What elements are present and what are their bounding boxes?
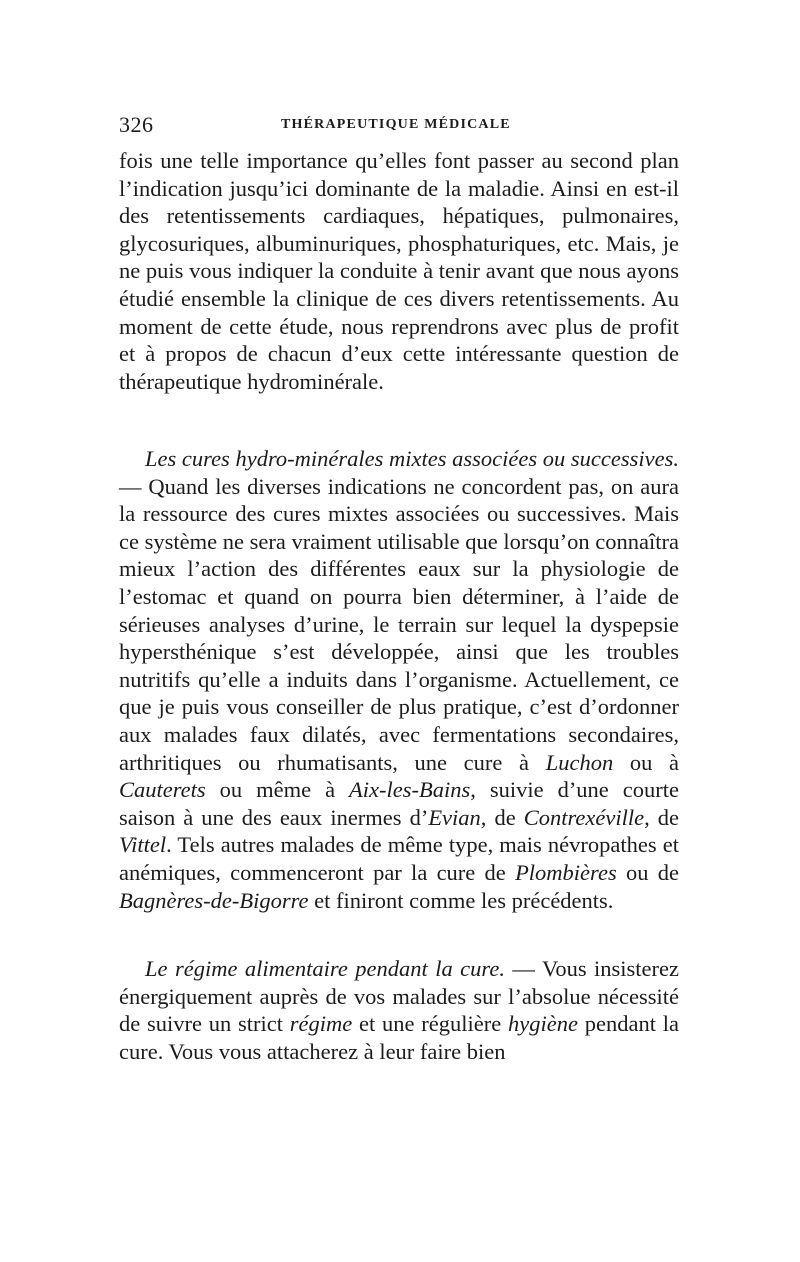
paragraph-text: . Tels autres malades de même type, mais névropathes et anémiques, commenceront par la cure de <box>119 832 679 885</box>
emphasized-term: hygiène <box>508 1011 578 1037</box>
place-name: Bagnères-de-Bigorre <box>119 887 309 913</box>
paragraph-text: fois une telle importance qu’elles font passer au second plan l’indication jusqu’ici dominante de la maladie. Ainsi en est-il des retentissements cardiaques, hépatiques, pulmonaires, glycosuriques, albuminuriques, phosphaturiques, etc. Mais, je ne puis vous indiquer la conduite à tenir avant que nous ayons étudié ensemble la clinique de ces divers retentissements. Au moment de cette étude, nous reprendrons avec plus de profit et à propos de chacun d’eux cette intéressante question de thérapeutique hydrominérale. <box>119 148 679 394</box>
place-name: Evian <box>428 804 481 830</box>
place-name: Cauterets <box>119 777 206 803</box>
paragraph-text: et une régulière <box>352 1011 509 1037</box>
paragraph-text: , de <box>480 804 524 830</box>
paragraph-text: ou même à <box>205 777 350 803</box>
paragraph-text: ou à <box>613 749 679 775</box>
paragraph-mixed-cures <box>119 445 679 914</box>
place-name: Vittel <box>119 832 167 858</box>
place-name: Contrexéville <box>523 804 645 830</box>
place-name: Plombières <box>515 859 617 885</box>
paragraph-text: pendant la cure. Vous vous attacherez à leur faire bien <box>119 1011 679 1064</box>
paragraph-text: , suivie d’une courte saison à une des eaux inermes d’ <box>119 777 679 830</box>
page-number: 326 <box>119 112 154 137</box>
paragraph-text: , de <box>644 804 679 830</box>
paragraph-continuation <box>119 147 679 395</box>
paragraph-text: — Quand les diverses indications ne concordent pas, on aura la ressource des cures mixtes associées ou successives. Mais ce système ne sera vraiment utilisable que lorsqu’on connaîtra mieux l’action des différentes eaux sur la physiologie de l’estomac et quand on pourra bien déterminer, à l’aide de sérieuses analyses d’urine, le terrain sur lequel la dyspepsie hypersthénique s’est développée, ainsi que les troubles nutritifs qu’elle a induits dans l’organisme. Actuellement, ce que je puis vous conseiller de plus pratique, c’est d’ordonner aux malades faux dilatés, avec fermentations secondaires, arthritiques ou rhumatisants, une cure à <box>119 473 679 775</box>
section-heading: Le régime alimentaire pendant la cure. <box>145 956 505 981</box>
section-heading: Les cures hydro-minérales mixtes associées ou successives. <box>145 446 679 471</box>
place-name: Luchon <box>545 749 614 775</box>
place-name: Aix-les-Bains <box>349 777 471 803</box>
paragraph-text: ou de <box>616 859 679 885</box>
emphasized-term: régime <box>289 1011 353 1037</box>
paragraph-text: et finiront comme les précédents. <box>308 887 614 913</box>
running-title: THÉRAPEUTIQUE MÉDICALE <box>281 117 511 132</box>
paragraph-text: — Vous insisterez énergiquement auprès de vos malades sur l’absolue nécessité de suivre un strict <box>119 956 680 1037</box>
page-header <box>119 112 679 140</box>
paragraph-diet <box>119 955 679 1065</box>
